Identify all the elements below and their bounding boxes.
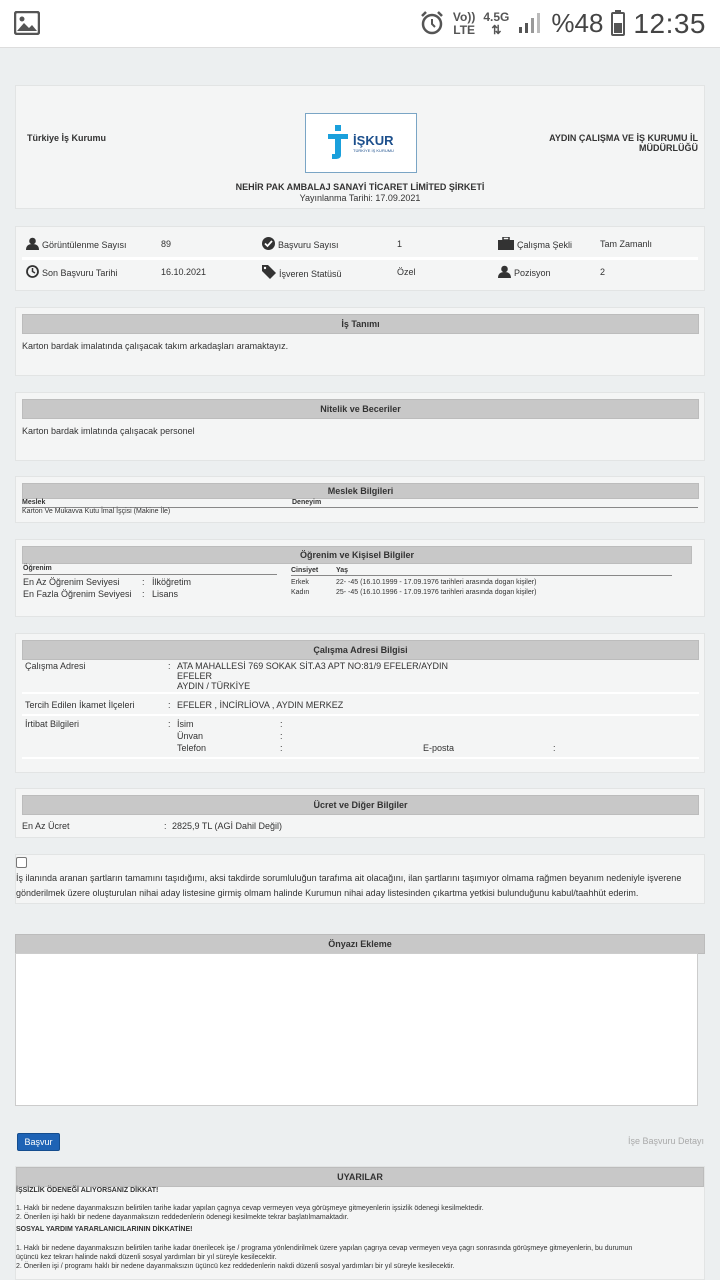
published-date: Yayınlanma Tarihi: 17.09.2021 xyxy=(299,193,421,203)
divider xyxy=(23,574,277,575)
contact-phone-label: Telefon xyxy=(177,743,207,753)
views-stat: Görüntülenme Sayısı xyxy=(26,237,127,252)
skills-text: Karton bardak imlatında çalışacak personel xyxy=(22,426,195,436)
wage-title: Ücret ve Diğer Bilgiler xyxy=(22,795,699,815)
page-content xyxy=(0,48,720,1280)
gender-female: Kadın xyxy=(291,589,310,596)
profession-col-deneyim: Deneyim xyxy=(292,499,322,506)
work-type-stat: Çalışma Şekli xyxy=(498,237,572,252)
consent-panel xyxy=(15,854,705,904)
education-title: Öğrenim ve Kişisel Bilgiler xyxy=(22,546,692,564)
consent-checkbox[interactable] xyxy=(16,857,27,868)
apply-button[interactable]: Başvur xyxy=(17,1133,60,1151)
battery-icon xyxy=(611,10,625,38)
min-wage-label: En Az Ücret xyxy=(22,821,70,831)
colon: : xyxy=(164,821,167,831)
max-edu-label: En Fazla Öğrenim Seviyesi xyxy=(23,589,132,599)
max-edu-value: Lisans xyxy=(152,589,179,599)
deadline-value: 16.10.2021 xyxy=(161,267,207,277)
stats-panel xyxy=(15,226,705,291)
wage-panel xyxy=(15,788,705,838)
divider xyxy=(291,575,672,576)
warning-heading-2: SOSYAL YARDIM YARARLANICILARININ DİKKATİNE! xyxy=(16,1226,193,1233)
education-head: Öğrenim xyxy=(23,565,52,572)
warning-1: 1. Haklı bir nedene dayanmaksızın belirtilen tarihe kadar yapılan çagrıya cevap vermeyen veya görüşmeye gitmeyenlerin işsizlik ödenegi kesilmektedir. xyxy=(16,1205,484,1212)
signal-icon xyxy=(517,11,543,37)
work-address-value: ATA MAHALLESİ 769 SOKAK SİT.A3 APT NO:81/9 EFELER/AYDIN EFELER AYDIN / TÜRKİYE xyxy=(177,661,448,691)
colon: : xyxy=(168,700,171,710)
header-panel xyxy=(15,85,705,209)
user-icon xyxy=(26,237,39,252)
work-address-label: Çalışma Adresi xyxy=(25,661,86,671)
warnings-panel xyxy=(15,1166,705,1280)
colon: : xyxy=(553,743,556,753)
volte-indicator: Vo)) LTE xyxy=(452,9,476,37)
views-value: 89 xyxy=(161,239,172,249)
employer-value: Özel xyxy=(397,267,416,277)
warning-4: 2. Önerilen işi / programı haklı bir nedene dayanmaksızın üçüncü kez reddedenlerin nakdi düzenli sosyal yardımları bir yıl süreyle kesilecektir. xyxy=(16,1263,455,1270)
profession-value: Karton Ve Mukavva Kutu İmal İşçisi (Makine İle) xyxy=(22,508,171,515)
left-org: Türkiye İş Kurumu xyxy=(27,133,107,143)
iskur-logo-icon xyxy=(328,125,350,161)
clock-icon xyxy=(26,265,39,280)
logo-subtext: TÜRKİYE İŞ KURUMU xyxy=(353,148,394,153)
work-type-value: Tam Zamanlı xyxy=(600,239,653,249)
contact-label: İrtibat Bilgileri xyxy=(25,719,80,729)
briefcase-icon xyxy=(498,237,514,252)
colon: : xyxy=(168,719,171,729)
warning-3: 1. Haklı bir nedene dayanmaksızın belirtilen tarihe kadar önerilecek işe / programa yönlendirilmek üzere yapılan çagrıya cevap vermeyen veya çagrı sonrasında görüşmeye gitmeyenlerin, bu durumun xyxy=(16,1245,633,1252)
age-female: 25- -45 (16.10.1996 - 17.09.1976 tarihleri arasında dogan kişiler) xyxy=(336,589,537,596)
position-value: 2 xyxy=(600,267,606,277)
divider xyxy=(22,692,699,694)
iskur-logo xyxy=(305,113,417,173)
right-org: AYDIN ÇALIŞMA VE İŞ KURUMU İL MÜDÜRLÜĞÜ xyxy=(549,133,698,153)
min-edu-value: İlköğretim xyxy=(152,577,192,587)
colon: : xyxy=(280,719,283,729)
divider xyxy=(22,714,699,716)
company-name: NEHİR PAK AMBALAJ SANAYİ TİCARET LİMİTED ŞİRKETİ xyxy=(235,182,485,192)
apps-value: 1 xyxy=(397,239,403,249)
network-indicator: 4.5G ⇅ xyxy=(483,9,510,37)
address-title: Çalışma Adresi Bilgisi xyxy=(22,640,699,660)
warnings-title: UYARILAR xyxy=(16,1167,704,1187)
colon: : xyxy=(280,743,283,753)
contact-name-label: İsim xyxy=(177,719,194,729)
age-head: Yaş xyxy=(336,567,349,574)
gender-head: Cinsiyet xyxy=(291,567,319,574)
employer-stat: İşveren Statüsü xyxy=(262,265,342,281)
warning-heading-1: İŞSİZLİK ÖDENEĞİ ALIYORSANIZ DİKKAT! xyxy=(16,1187,159,1194)
warning-3b: üçüncü kez tekrarı halinde nakdi düzenli sosyal yardımları bir yıl süreyle kesilecektir. xyxy=(16,1254,277,1261)
preferred-districts-value: EFELER , İNCİRLİOVA , AYDIN MERKEZ xyxy=(177,700,344,710)
colon: : xyxy=(168,661,171,671)
colon: : xyxy=(280,731,283,741)
divider xyxy=(22,257,698,260)
job-definition-text: Karton bardak imalatında çalışacak takım arkadaşları aramaktayız. xyxy=(22,341,289,351)
status-bar xyxy=(0,0,720,48)
position-stat: Pozisyon xyxy=(498,265,551,280)
application-details-link[interactable]: İşe Başvuru Detayı xyxy=(627,1136,704,1146)
apps-stat: Başvuru Sayısı xyxy=(262,237,339,252)
cover-letter-textarea[interactable] xyxy=(15,953,698,1106)
profession-title: Meslek Bilgileri xyxy=(22,483,699,499)
gender-male: Erkek xyxy=(291,579,309,586)
alarm-icon xyxy=(419,10,445,38)
profession-panel xyxy=(15,476,705,523)
age-male: 22- -45 (16.10.1999 - 17.09.1976 tarihleri arasında dogan kişiler) xyxy=(336,579,537,586)
min-edu-label: En Az Öğrenim Seviyesi xyxy=(23,577,120,587)
skills-title: Nitelik ve Beceriler xyxy=(22,399,699,419)
contact-title-label: Ünvan xyxy=(177,731,204,741)
min-wage-value: 2825,9 TL (AGİ Dahil Değil) xyxy=(172,821,283,831)
logo-text: İŞKUR xyxy=(353,133,394,148)
clock: 12:35 xyxy=(633,7,706,39)
consent-text: İş ilanında aranan şartların tamamını taşıdığımı, aksi takdirde sorumluluğun tarafıma ait olacağını, ilan şartlarını taşımıyor olmama rağmen beyanım nedeniyle işverene gönderilmek üzere oluşturulan nihai aday listesine girmiş olmam halinde Kurumun nihai aday listesinden çıkartma yetkisi bulunduğunu kabul/taahhüt ederim. xyxy=(16,873,682,898)
colon: : xyxy=(142,589,145,599)
education-panel xyxy=(15,539,705,617)
gallery-icon xyxy=(14,11,40,37)
warning-2: 2. Önerilen işi haklı bir nedene dayanmaksızın reddedenlerin ödenegi kesilmekte tekrar başlatılmamaktadır. xyxy=(16,1214,349,1221)
battery-percent: %48 xyxy=(551,8,604,38)
deadline-stat: Son Başvuru Tarihi xyxy=(26,265,117,280)
job-definition-title: İş Tanımı xyxy=(22,314,699,334)
divider xyxy=(22,757,699,759)
contact-email-label: E-posta xyxy=(423,743,455,753)
skills-panel xyxy=(15,392,705,461)
colon: : xyxy=(142,577,145,587)
address-panel xyxy=(15,633,705,773)
job-definition-panel xyxy=(15,307,705,376)
check-circle-icon xyxy=(262,237,275,252)
profession-col-meslek: Meslek xyxy=(22,499,46,506)
preferred-districts-label: Tercih Edilen İkamet İlçeleri xyxy=(25,700,135,710)
cover-letter-title: Önyazı Ekleme xyxy=(15,934,705,954)
user-icon xyxy=(498,265,511,280)
tag-icon xyxy=(262,265,276,281)
